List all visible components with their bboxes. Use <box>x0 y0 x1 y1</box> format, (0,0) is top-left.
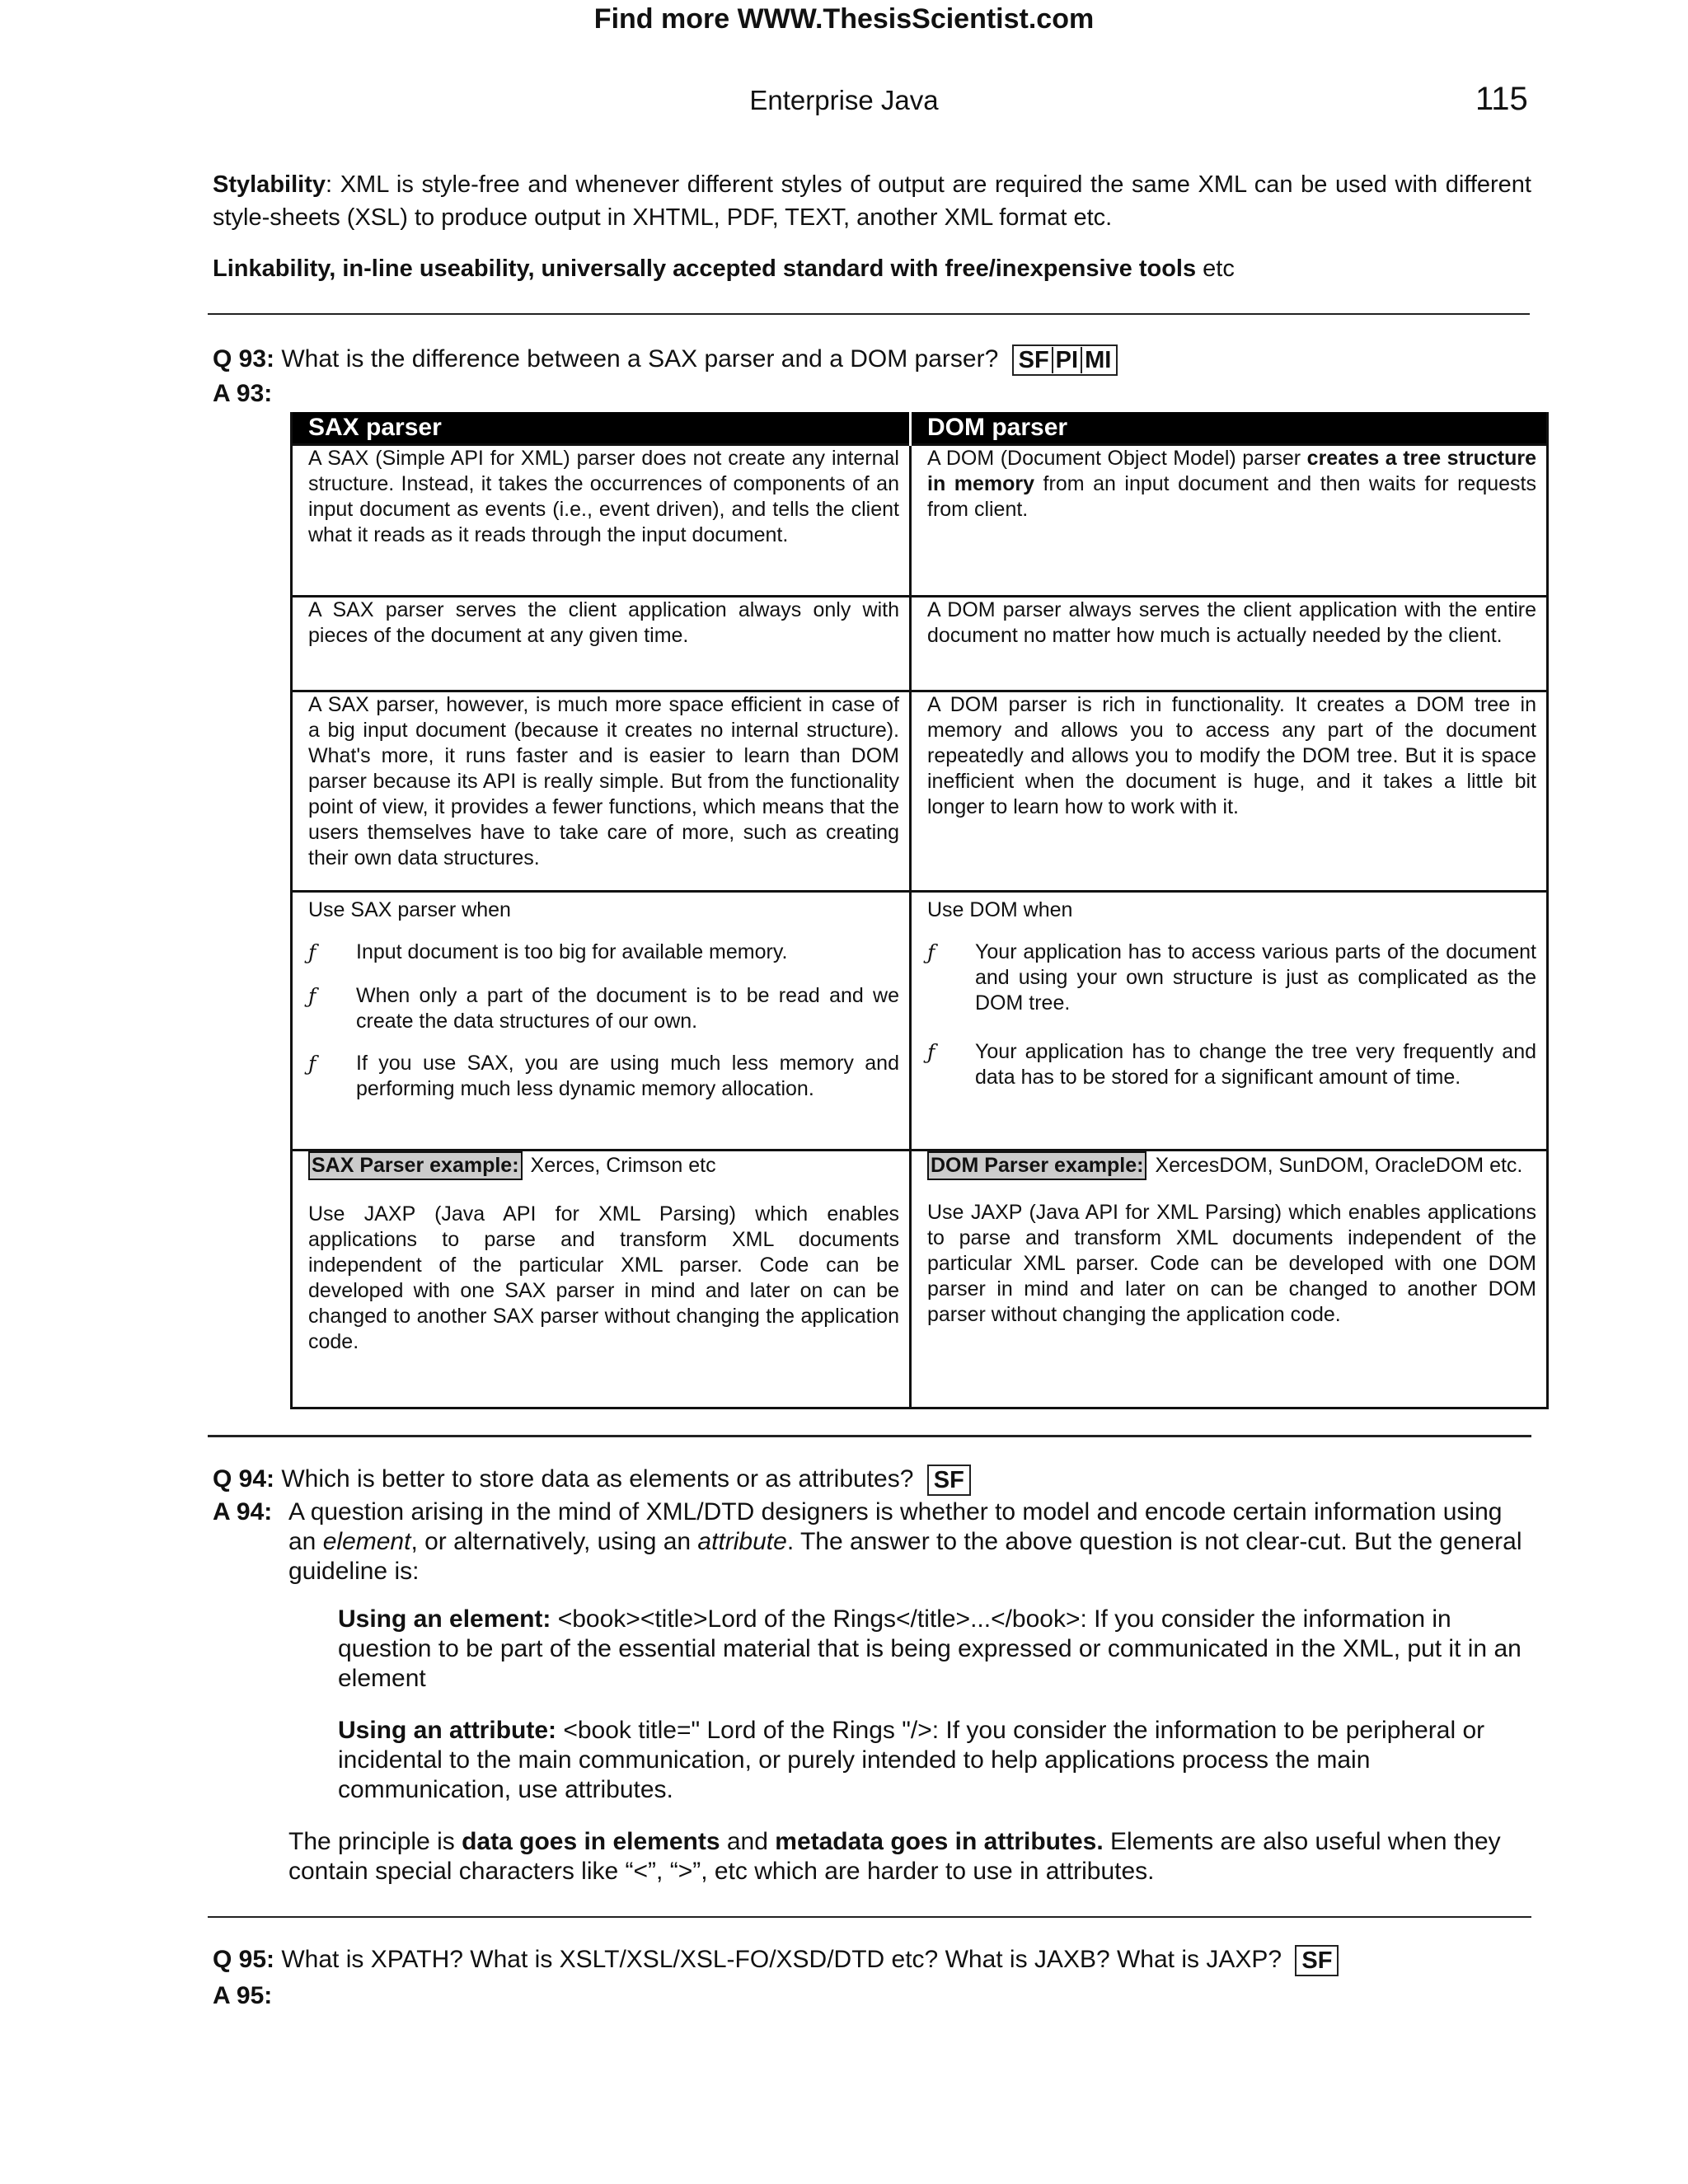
dom-structure-text-c: from an input document and then waits for requests from client. <box>927 472 1536 521</box>
list-item <box>927 1039 1536 1090</box>
q93-label: Q 93: <box>213 345 275 373</box>
tag-mi: MI <box>1085 347 1112 374</box>
tag-sf: SF <box>1301 1947 1333 1975</box>
dom-cell-example <box>911 1151 1548 1408</box>
sax-cell-pieces <box>292 597 911 691</box>
dom-cell-functionality <box>911 691 1548 892</box>
q94-text: Which is better to store data as elements or as attributes? <box>274 1465 914 1493</box>
dom-functionality-text: A DOM parser is rich in functionality. It creates a DOM tree in memory and allows you to access any part of the document repeatedly and allows you to modify the DOM tree. But it is space inefficient when the document is huge, and it takes a little bit longer to learn how to work with it. <box>927 693 1536 818</box>
stylability-paragraph <box>213 168 1531 234</box>
principle-bold-2: metadata goes in attributes. <box>775 1828 1104 1855</box>
table-row <box>292 691 1548 892</box>
sax-cell-efficiency <box>292 691 911 892</box>
list-item <box>927 940 1536 1016</box>
bullet-icon: ƒ <box>308 940 316 964</box>
a95-label-line <box>213 1980 272 2013</box>
principle-c: and <box>720 1828 776 1855</box>
linkability-bold: Linkability, in-line useability, universally accepted standard with free/inexpensive tools <box>213 255 1197 282</box>
linkability-rest: etc <box>1196 255 1235 282</box>
a94-text-c: . The answer to the above question is not clear-cut. But the general guideline is: <box>288 1528 1522 1585</box>
dom-bullet-1: Your application has to access various parts of the document and using your own structure is just as complicated as the DOM tree. <box>975 940 1536 1015</box>
sax-efficiency-text: A SAX parser, however, is much more space efficient in case of a big input document (because it creates no internal structure). What's more, it runs faster and is easier to learn than DOM parser because its API is really simple. But from the functionality point of view, it provides a fewer functions, which means that the users themselves have to take care of more, such as creating their own data structures. <box>308 693 899 869</box>
q94-tag <box>927 1465 971 1496</box>
a95-label: A 95: <box>213 1982 273 2009</box>
site-banner: Find more WWW.ThesisScientist.com <box>593 3 1095 35</box>
dom-header: DOM parser <box>911 412 1548 445</box>
principle-e: Elements are also useful when they contain special characters like “<”, “>”, etc which are harder to use in attributes. <box>288 1828 1501 1885</box>
a94-label: A 94: <box>213 1498 273 1526</box>
a94-intro <box>288 1497 1531 1586</box>
stylability-text: : XML is style-free and whenever different styles of output are required the same XML can be used with different style-sheets (XSL) to produce output in XHTML, PDF, TEXT, another XML format etc. <box>213 171 1531 231</box>
dom-cell-when <box>911 892 1548 1151</box>
q93-question <box>213 343 1118 376</box>
sax-bullet-2: When only a part of the document is to be read and we create the data structures of our own. <box>356 984 899 1033</box>
q93-text: What is the difference between a SAX parser and a DOM parser? <box>274 345 999 373</box>
a94-em-element: element <box>322 1528 411 1555</box>
dom-cell-entire <box>911 597 1548 691</box>
dom-structure-text-bold: creates a tree structure in memory <box>927 447 1536 495</box>
q94-question <box>213 1463 971 1496</box>
table-row <box>292 892 1548 1151</box>
tag-sf: SF <box>933 1467 964 1494</box>
using-element-text: <book><title>Lord of the Rings</title>...</book>: If you consider the information in question to be part of the essential material that is being expressed or communicated in the XML, put it in an element <box>338 1605 1522 1692</box>
q95-tag <box>1295 1945 1339 1976</box>
dom-when-intro: Use DOM when <box>927 898 1073 921</box>
a93-label: A 93: <box>213 380 273 407</box>
q93-tags <box>1012 344 1118 376</box>
a94-text-a: A question arising in the mind of XML/DTD designers is whether to model and encode certain information using an <box>288 1498 1503 1555</box>
bullet-icon: ƒ <box>927 1040 935 1064</box>
divider <box>208 313 1530 315</box>
principle-a: The principle is <box>288 1828 462 1855</box>
dom-example-line <box>927 1151 1536 1180</box>
list-item <box>308 983 899 1034</box>
divider <box>208 1435 1531 1437</box>
dom-jaxp-text: Use JAXP (Java API for XML Parsing) which enables applications to parse and transform XML documents independent of the particular XML parser. Code can be developed with one DOM parser in mind and later on can be changed to another DOM parser without changing the application code. <box>927 1201 1536 1326</box>
sax-bullet-3: If you use SAX, you are using much less memory and performing much less dynamic memory allocation. <box>356 1052 899 1100</box>
principle-bold-1: data goes in elements <box>462 1828 720 1855</box>
sax-cell-example <box>292 1151 911 1408</box>
q95-text: What is XPATH? What is XSLT/XSL/XSL-FO/XSD/DTD etc? What is JAXB? What is JAXP? <box>274 1946 1282 1973</box>
a94-em-attribute: attribute <box>697 1528 787 1555</box>
sax-cell-structure <box>292 445 911 597</box>
sax-header: SAX parser <box>292 412 911 445</box>
sax-cell-when <box>292 892 911 1151</box>
dom-cell-structure <box>911 445 1548 597</box>
table-row <box>292 597 1548 691</box>
sax-jaxp-text: Use JAXP (Java API for XML Parsing) which enables applications to parse and transform XML documents independent of the particular XML parser. Code can be developed with one SAX parser in mind and later on can be changed to another SAX parser without changing the application code. <box>308 1202 899 1353</box>
bullet-icon: ƒ <box>927 940 935 964</box>
a94-text-b: , or alternatively, using an <box>410 1528 698 1555</box>
q94-label: Q 94: <box>213 1465 275 1493</box>
principle-paragraph <box>288 1827 1525 1886</box>
q95-question <box>213 1943 1339 1976</box>
divider <box>208 1916 1531 1918</box>
sax-example-label: SAX Parser example: <box>308 1151 523 1180</box>
sax-when-intro: Use SAX parser when <box>308 898 511 921</box>
a93-label-line <box>213 377 272 410</box>
sax-bullet-1: Input document is too big for available memory. <box>356 940 788 963</box>
using-attribute-paragraph <box>338 1716 1525 1805</box>
sax-pieces-text: A SAX parser serves the client application always only with pieces of the document at any given time. <box>308 598 899 647</box>
table-row <box>292 1151 1548 1408</box>
list-item <box>308 1051 899 1102</box>
sax-example-line <box>308 1151 899 1180</box>
page-number: 115 <box>1475 81 1528 117</box>
dom-example-label: DOM Parser example: <box>927 1151 1146 1180</box>
q95-label: Q 95: <box>213 1946 275 1973</box>
using-element-paragraph <box>338 1605 1525 1694</box>
bullet-icon: ƒ <box>308 1052 316 1076</box>
dom-structure-text-a: A DOM (Document Object Model) parser <box>927 447 1307 470</box>
tag-sf: SF <box>1016 347 1053 373</box>
running-head: Enterprise Java <box>749 85 939 115</box>
using-element-label: Using an element: <box>338 1605 551 1633</box>
table-header-row <box>292 412 1548 445</box>
a94-answer <box>213 1497 1531 1586</box>
sax-structure-text: A SAX (Simple API for XML) parser does not create any internal structure. Instead, it takes the occurrences of components of an input document as events (i.e., event driven), and tells the client what it reads as it reads through the input document. <box>308 447 899 546</box>
sax-example-values: Xerces, Crimson etc <box>530 1154 716 1177</box>
dom-entire-text: A DOM parser always serves the client application with the entire document no matter how much is actually needed by the client. <box>927 598 1536 647</box>
list-item <box>308 940 899 965</box>
table-row <box>292 445 1548 597</box>
bullet-icon: ƒ <box>308 984 316 1008</box>
linkability-paragraph <box>213 252 1531 285</box>
dom-example-values: XercesDOM, SunDOM, OracleDOM etc. <box>1155 1154 1523 1177</box>
tag-pi: PI <box>1053 347 1082 373</box>
dom-bullet-2: Your application has to change the tree very frequently and data has to be stored for a significant amount of time. <box>975 1040 1536 1089</box>
using-attribute-label: Using an attribute: <box>338 1717 557 1744</box>
stylability-label: Stylability <box>213 171 326 198</box>
sax-dom-comparison-table <box>290 412 1549 1409</box>
a94-first-block <box>213 1497 1531 1586</box>
using-attribute-text: <book title=" Lord of the Rings "/>: If you consider the information to be peripheral or incidental to the main communication, or purely intended to help applications process the main communication, use attributes. <box>338 1717 1485 1803</box>
